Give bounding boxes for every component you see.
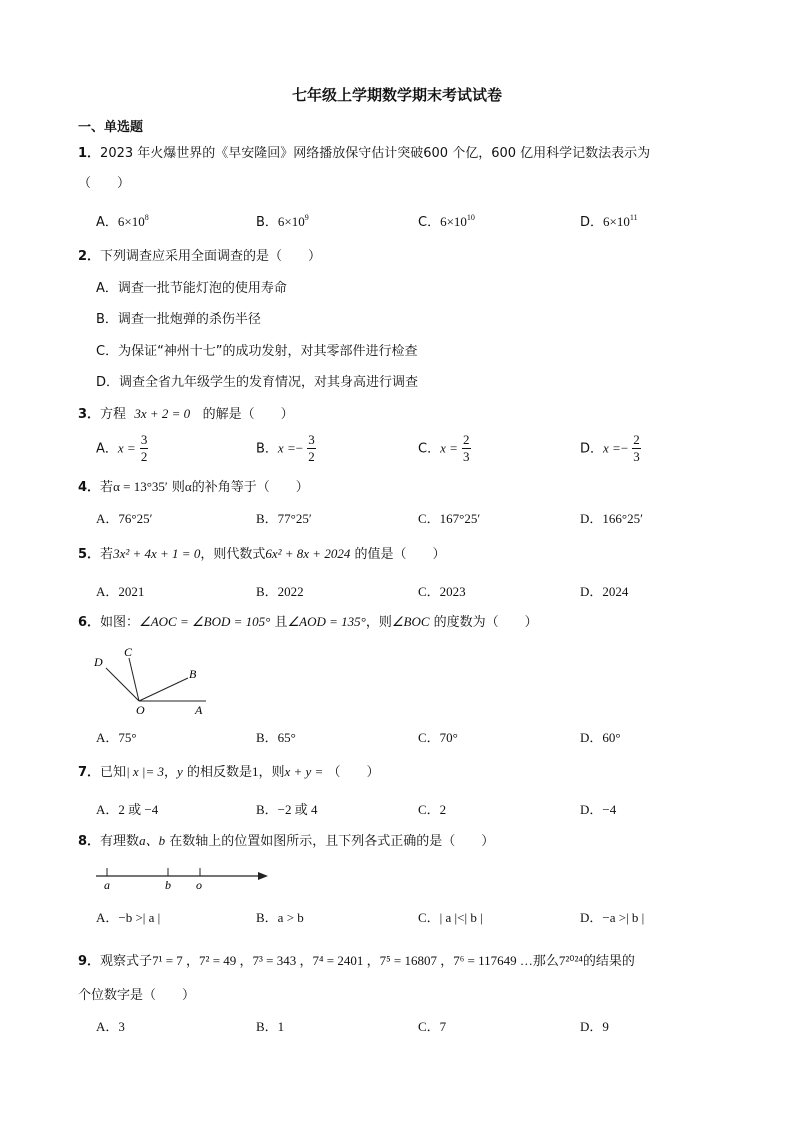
angle-diagram (88, 640, 218, 715)
arrow-head (258, 872, 268, 880)
question-4: 4．若α = 13°35′ 则α的补角等于（ ） (78, 479, 309, 495)
label-c: C (124, 645, 133, 659)
option-d[interactable]: D．−4 (580, 802, 617, 817)
equation: α = 13°35′ (113, 479, 168, 494)
question-number: 3． (78, 407, 101, 422)
option-b[interactable]: B．x =− $\frac{3}{2}$ (256, 432, 315, 465)
option-c[interactable]: C．| a |<| b | (418, 910, 483, 925)
question-number: 5． (78, 547, 101, 562)
option-c[interactable]: C．为保证“神州十七”的成功发射，对其零部件进行检查 (96, 344, 418, 359)
question-1 (78, 147, 650, 160)
option-c[interactable]: C．70° (418, 730, 458, 745)
option-c[interactable]: C．2023 (418, 584, 466, 599)
option-d[interactable]: D．x =− $\frac{2}{3}$ (580, 432, 640, 465)
ray-oc (129, 658, 139, 701)
question-text: 下列调查应采用全面调查的是（ ） (100, 249, 322, 264)
page-title: 七年级上学期数学期末考试试卷 (291, 86, 502, 104)
option-d[interactable]: D．调查全省九年级学生的发育情况，对其身高进行调查 (96, 375, 419, 390)
ray-od (106, 668, 139, 701)
option-b[interactable]: B．77°25′ (256, 511, 312, 526)
label-o: O (136, 703, 145, 715)
option-d[interactable]: D．−a >| b | (580, 910, 645, 925)
question-3: 3．方程 3x + 2 = 0 的解是（ ） (78, 406, 294, 422)
sequence: 7¹ = 7 ，7² = 49 ，7³ = 343 ，7⁴ = 2401 ，7⁵ = 16807 ，7⁶ = 117649 …那么 (152, 953, 559, 968)
label-a: A (195, 703, 203, 715)
option-a[interactable]: A．$6\times 10^8$ (96, 213, 149, 230)
label-d: D (94, 655, 103, 669)
option-a[interactable]: A．调查一批节能灯泡的使用寿命 (96, 281, 287, 296)
option-a[interactable]: A．2 或 −4 (96, 802, 159, 817)
equation: 3x² + 4x + 1 = 0 (113, 546, 201, 561)
label-b: B (189, 667, 197, 681)
option-c[interactable]: C．2 (418, 802, 447, 817)
ray-ob (139, 678, 188, 701)
question-6: 6．如图：∠AOC = ∠BOD = 105° 且∠AOD = 135°，则∠BOC 的度数为（ ） (78, 614, 538, 630)
option-a[interactable]: A．−b >| a | (96, 910, 161, 925)
question-paren: （ ） (78, 176, 131, 191)
equation: 3x + 2 = 0 (134, 406, 191, 421)
question-8: 8．有理数a、b 在数轴上的位置如图所示，且下列各式正确的是（ ） (78, 833, 495, 849)
option-a[interactable]: A．3 (96, 1019, 125, 1034)
option-d[interactable]: D．$6\times 10^{11}$ (580, 213, 638, 230)
option-d[interactable]: D．166°25′ (580, 511, 643, 526)
question-number: 7． (78, 765, 101, 780)
question-number: 4． (78, 480, 101, 495)
label-b: b (165, 878, 171, 892)
option-c[interactable]: C．$6\times 10^{10}$ (418, 213, 475, 230)
question-text: 2023 年火爆世界的《早安隆回》网络播放保守估计突破600 个亿，600 亿用科学记数法表示为 (100, 146, 651, 161)
question-number: 9． (78, 954, 101, 969)
option-c[interactable]: C．167°25′ (418, 511, 481, 526)
option-b[interactable]: B．a > b (256, 910, 304, 925)
option-b[interactable]: B．2022 (256, 584, 304, 599)
option-c[interactable]: C．x = $\frac{2}{3}$ (418, 432, 470, 465)
option-b[interactable]: B．65° (256, 730, 296, 745)
question-number: 1． (78, 146, 101, 161)
option-d[interactable]: D．9 (580, 1019, 609, 1034)
option-a[interactable]: A．2021 (96, 584, 145, 599)
question-2 (78, 250, 321, 263)
number-line (92, 862, 272, 892)
label-a: a (104, 878, 110, 892)
question-number: 8． (78, 834, 101, 849)
expression: 6x² + 8x + 2024 (265, 546, 351, 561)
option-c[interactable]: C．7 (418, 1019, 447, 1034)
question-number: 6． (78, 615, 101, 630)
option-a[interactable]: A．75° (96, 730, 137, 745)
question-9: 9．观察式子7¹ = 7 ，7² = 49 ，7³ = 343 ，7⁴ = 2401 ，7⁵ = 16807 ，7⁶ = 117649 …那么7²⁰²⁴的结果的 (78, 953, 635, 969)
option-b[interactable]: B．调查一批炮弹的杀伤半径 (96, 312, 261, 327)
option-b[interactable]: B．1 (256, 1019, 285, 1034)
option-b[interactable]: B．−2 或 4 (256, 802, 318, 817)
option-a[interactable]: A．x = $\frac{3}{2}$ (96, 432, 148, 465)
option-a[interactable]: A．76°25′ (96, 511, 153, 526)
section-heading: 一、单选题 (78, 120, 144, 135)
option-b[interactable]: B．$6\times 10^9$ (256, 213, 309, 230)
question-7: 7．已知| x |= 3，y 的相反数是1，则x + y = （ ） (78, 764, 380, 780)
label-o: o (196, 878, 202, 892)
question-9-cont: 个位数字是（ ） (78, 988, 196, 1003)
option-d[interactable]: D．2024 (580, 584, 629, 599)
option-d[interactable]: D．60° (580, 730, 621, 745)
question-5: 5．若3x² + 4x + 1 = 0，则代数式6x² + 8x + 2024 的值是（ ） (78, 546, 446, 562)
question-number: 2． (78, 249, 101, 264)
